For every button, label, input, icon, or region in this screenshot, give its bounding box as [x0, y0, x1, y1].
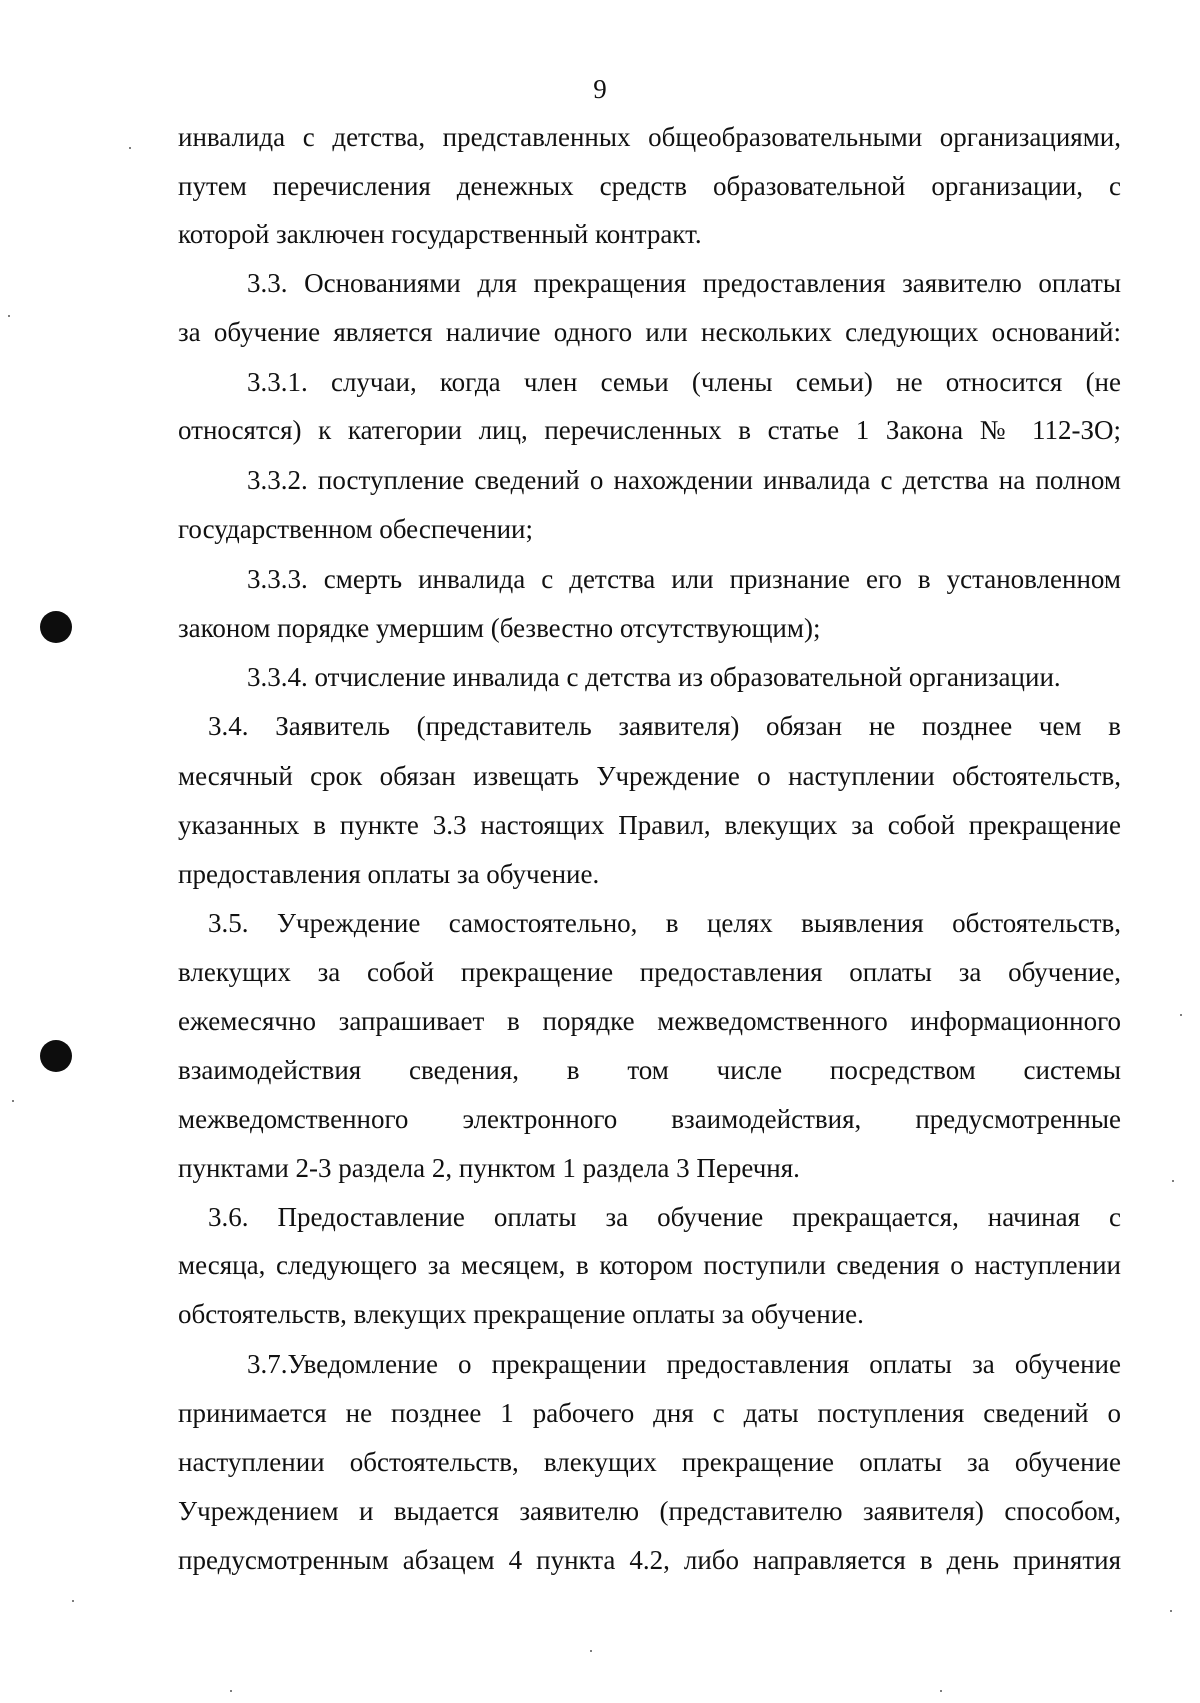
text-line: 3.7.Уведомление о прекращении предоставления оплаты за обучение	[247, 1349, 1121, 1379]
text-line: влекущих за собой прекращение предоставления оплаты за обучение,	[178, 957, 1121, 987]
text-line: 3.3. Основаниями для прекращения предоставления заявителю оплаты	[247, 268, 1121, 298]
text-line: относятся) к категории лиц, перечисленных в статье 1 Закона № 112-ЗО;	[178, 415, 1121, 445]
text-line: 3.3.4. отчисление инвалида с детства из образовательной организации.	[247, 662, 1061, 692]
text-line: 3.4. Заявитель (представитель заявителя) обязан не позднее чем в	[208, 711, 1121, 741]
scan-speck	[590, 1650, 592, 1652]
page-number: 9	[593, 74, 607, 104]
text-line: 3.6. Предоставление оплаты за обучение прекращается, начиная с	[208, 1202, 1121, 1232]
scan-speck	[1172, 1180, 1174, 1182]
scan-speck	[230, 1690, 232, 1692]
text-line: предоставления оплаты за обучение.	[178, 859, 600, 889]
punch-hole-top	[40, 611, 72, 643]
text-line: месячный срок обязан извещать Учреждение о наступлении обстоятельств,	[178, 761, 1121, 791]
text-line: межведомственного электронного взаимодействия, предусмотренные	[178, 1104, 1121, 1134]
text-line: путем перечисления денежных средств образовательной организации, с	[178, 171, 1121, 201]
text-line: 3.3.1. случаи, когда член семьи (члены семьи) не относится (не	[247, 367, 1121, 397]
text-line: 3.3.3. смерть инвалида с детства или признание его в установленном	[247, 564, 1121, 594]
text-line: законом порядке умершим (безвестно отсутствующим);	[178, 613, 821, 643]
text-line: 3.5. Учреждение самостоятельно, в целях выявления обстоятельств,	[208, 908, 1121, 938]
text-line: пунктами 2-3 раздела 2, пунктом 1 раздела 3 Перечня.	[178, 1153, 800, 1183]
text-line: обстоятельств, влекущих прекращение оплаты за обучение.	[178, 1299, 864, 1329]
scan-speck	[72, 1600, 74, 1602]
text-line: государственном обеспечении;	[178, 514, 533, 544]
text-line: которой заключен государственный контракт.	[178, 219, 702, 249]
scan-speck	[940, 1690, 942, 1692]
scan-speck	[8, 315, 10, 317]
text-line: наступлении обстоятельств, влекущих прекращение оплаты за обучение	[178, 1447, 1121, 1477]
text-line: взаимодействия сведения, в том числе посредством системы	[178, 1055, 1121, 1085]
text-line: ежемесячно запрашивает в порядке межведомственного информационного	[178, 1006, 1121, 1036]
text-line: принимается не позднее 1 рабочего дня с даты поступления сведений о	[178, 1398, 1121, 1428]
scan-speck	[129, 147, 131, 149]
scan-speck	[1170, 1610, 1172, 1612]
text-line: предусмотренным абзацем 4 пункта 4.2, либо направляется в день принятия	[178, 1545, 1121, 1575]
text-line: инвалида с детства, представленных общеобразовательными организациями,	[178, 122, 1121, 152]
text-line: указанных в пункте 3.3 настоящих Правил, влекущих за собой прекращение	[178, 810, 1121, 840]
punch-hole-bottom	[40, 1040, 72, 1072]
text-line: за обучение является наличие одного или нескольких следующих оснований:	[178, 317, 1121, 347]
text-line: Учреждением и выдается заявителю (представителю заявителя) способом,	[178, 1496, 1121, 1526]
text-line: месяца, следующего за месяцем, в котором поступили сведения о наступлении	[178, 1250, 1121, 1280]
scan-speck	[12, 1100, 14, 1102]
scan-speck	[1180, 1014, 1182, 1016]
text-line: 3.3.2. поступление сведений о нахождении инвалида с детства на полном	[247, 465, 1121, 495]
